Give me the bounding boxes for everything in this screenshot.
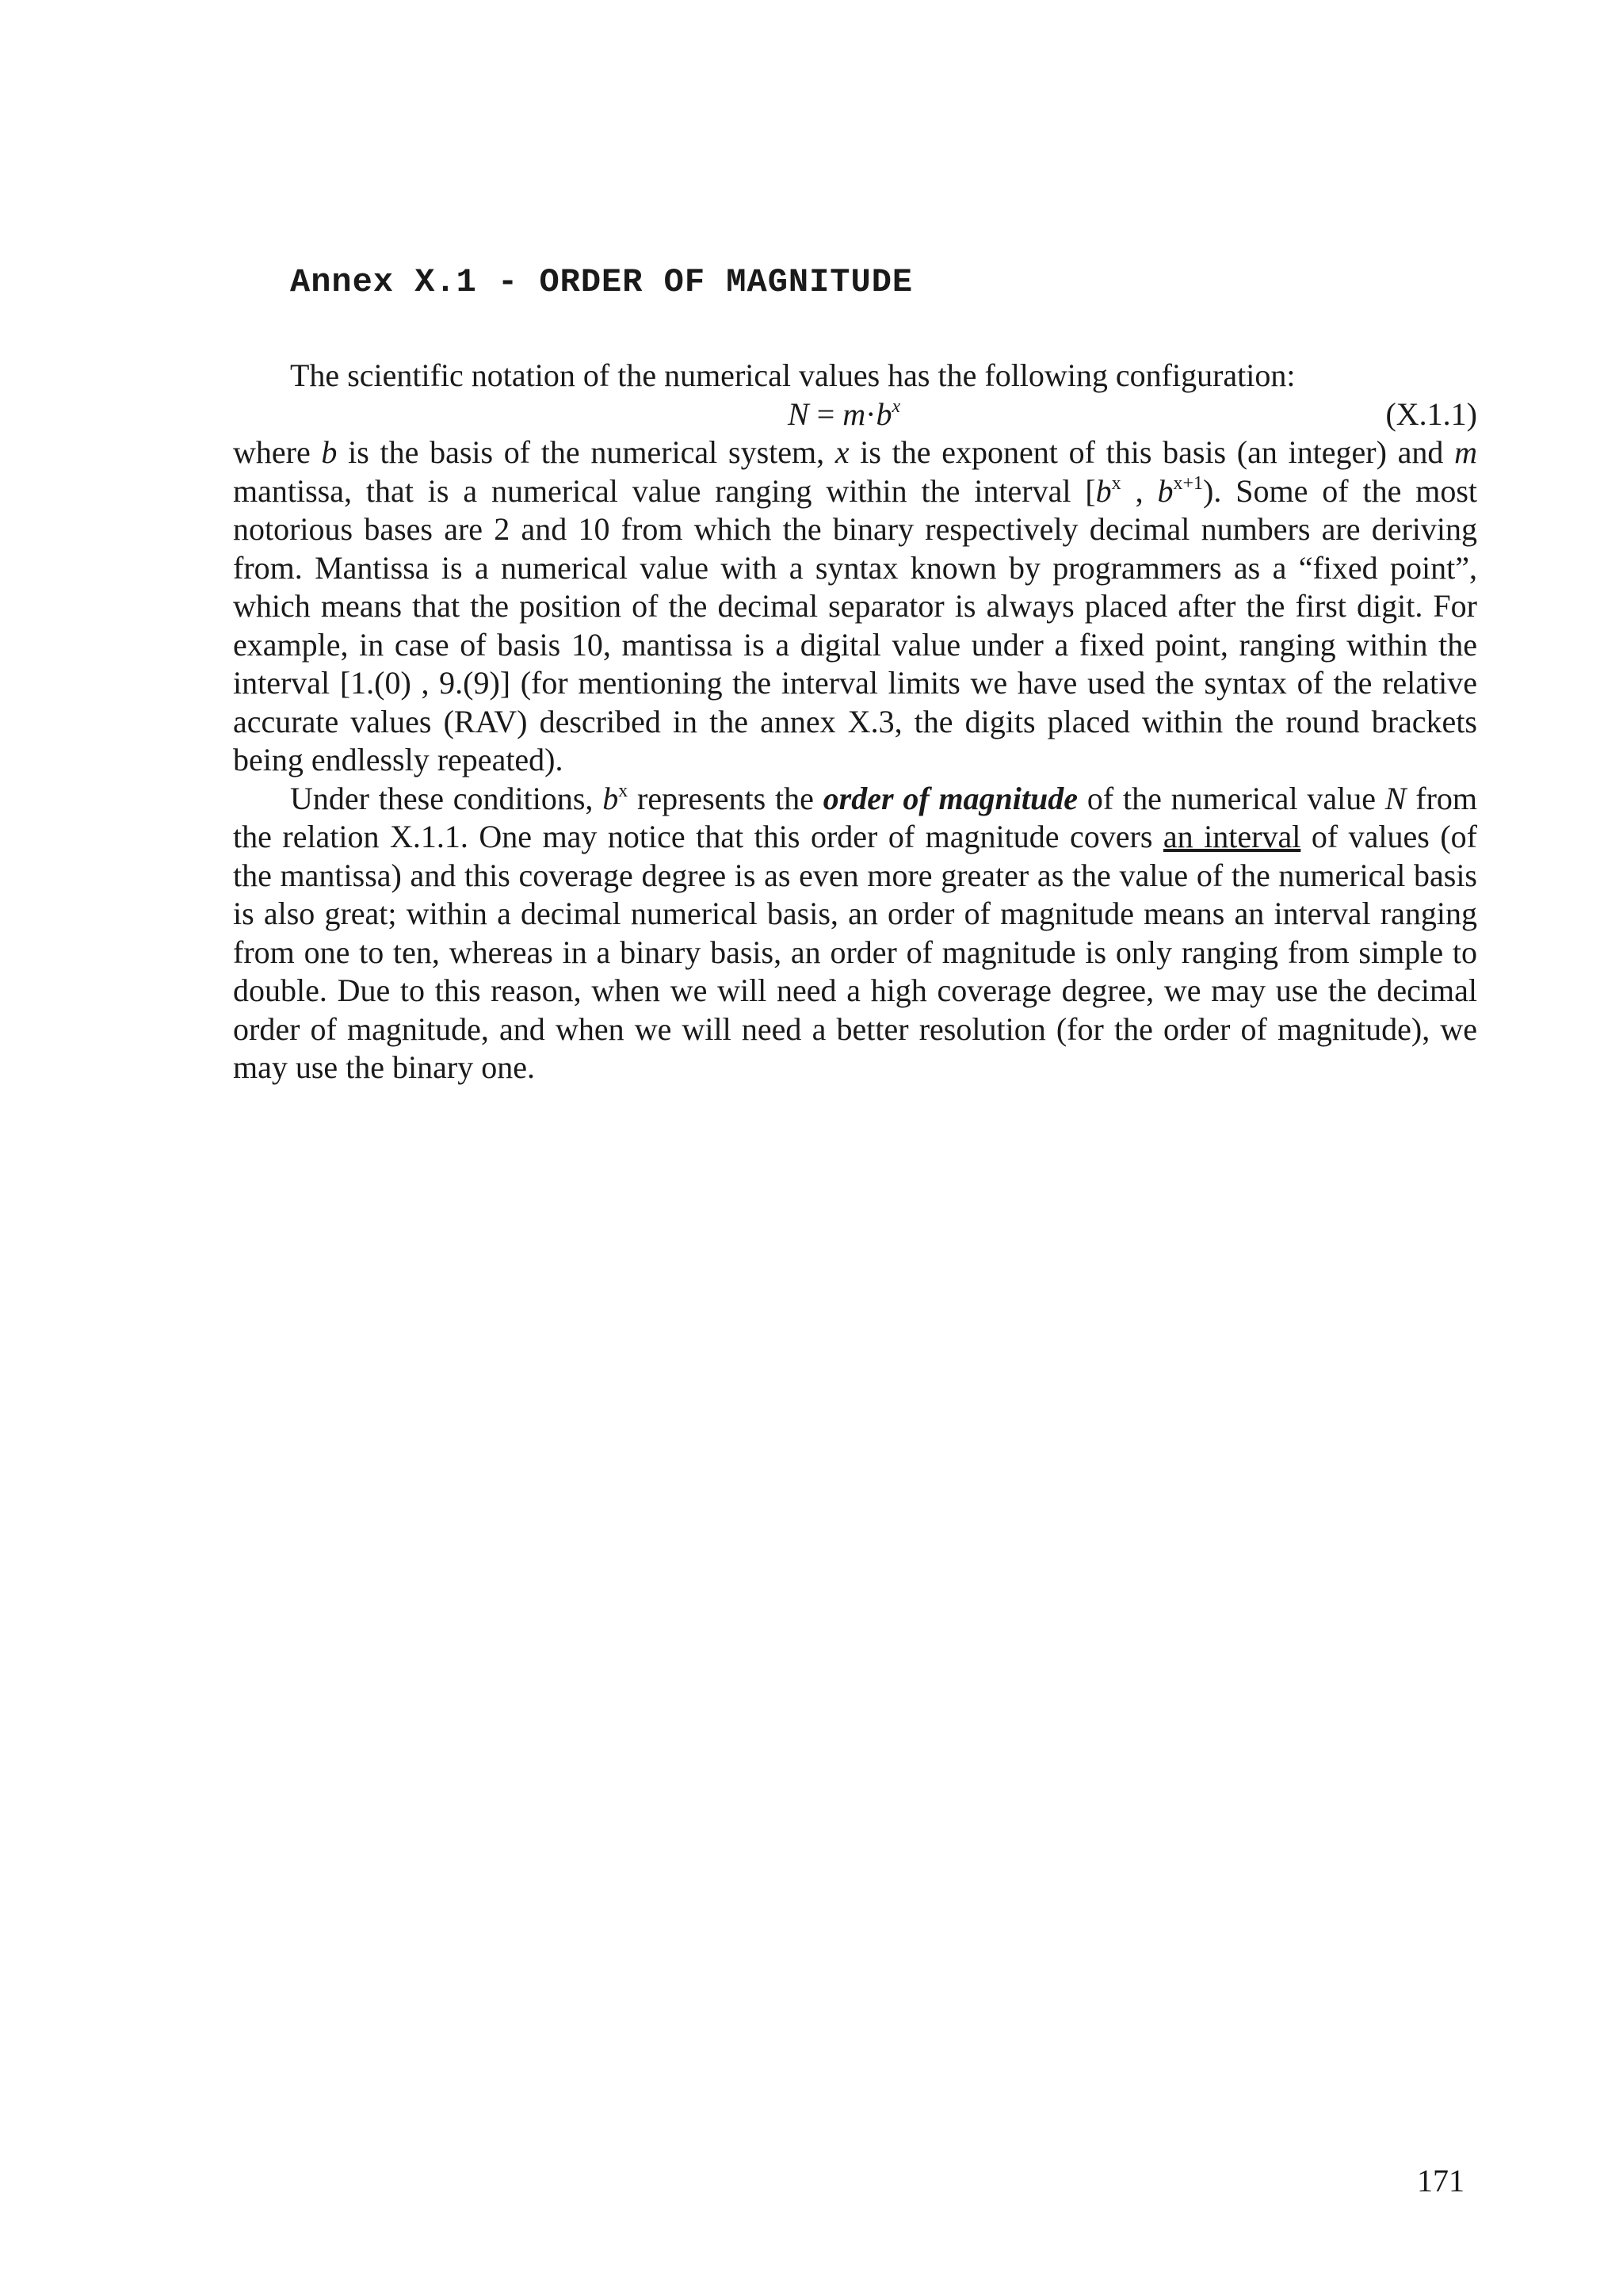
formula-lhs: N (788, 395, 809, 432)
paragraph-definition (233, 434, 1477, 780)
formula-equals: = (808, 395, 843, 432)
interval-separator: , (1121, 472, 1158, 509)
emphasis-order-of-magnitude: order of magnitude (823, 780, 1079, 816)
var-x: x (834, 434, 850, 470)
interval-exponent: x (1111, 472, 1121, 494)
text-run: of the numerical value (1078, 780, 1385, 816)
annex-heading: Annex X.1 - ORDER OF MAGNITUDE (290, 263, 914, 301)
page-number: 171 (1417, 2163, 1465, 2199)
formula-base: b (876, 395, 892, 432)
text-run: mantissa, that is a numerical value ranging within the interval (233, 472, 1086, 509)
rav-interval: [1.(0) , 9.(9)] (339, 665, 511, 701)
equation-number: (X.1.1) (1385, 395, 1477, 432)
var-exponent: x (618, 780, 628, 801)
interval-base: b (1157, 472, 1174, 509)
var-N: N (1384, 780, 1407, 816)
formula (788, 395, 900, 434)
text-run: represents the (628, 780, 823, 816)
formula-mantissa: m (842, 395, 866, 432)
text-run: (for mentioning the interval limits we have used the syntax of the relative accurate values (RAV) described in the annex X.3, the digits placed within the round brackets being endlessly repeated). (233, 665, 1478, 777)
text-run: from the relation X.1.1. One may notice that this order of magnitude covers (233, 780, 1478, 854)
body-text (233, 357, 1477, 1087)
text-run: where (233, 434, 322, 470)
text-run: is the basis of the numerical system, (337, 434, 835, 470)
paragraph-order-of-magnitude (233, 780, 1477, 1087)
interval-base: b (1095, 472, 1112, 509)
var-b: b (602, 780, 619, 816)
interval-bracket: [ (1085, 472, 1096, 509)
var-b: b (321, 434, 338, 470)
text-run: . Some of the most notorious bases are 2 and 10 from which the binary respectively decimal numbers are deriving from. Mantissa is a numerical value with a syntax known by programmers as a “fixed point”, which means that the position of the decimal separator is always placed after the first digit. For example, in case of basis 10, mantissa is a digital value under a fixed point, ranging within the interval (233, 472, 1478, 701)
formula-exponent: x (892, 395, 901, 417)
text-run: of values (of the mantissa) and this coverage degree is as even more greater as the value of the numerical basis is also great; within a decimal numerical basis, an order of magnitude means an interval ranging from one to ten, whereas in a binary basis, an order of magnitude is only ranging from simple to double. Due to this reason, when we will need a high coverage degree, we may use the decimal order of magnitude, and when we will need a better resolution (for the order of magnitude), we may use the binary one. (233, 819, 1477, 1085)
intro-line: The scientific notation of the numerical values has the following configuration: (290, 357, 1296, 393)
text-run: Under these conditions, (290, 780, 603, 816)
interval-exponent: x+1 (1173, 472, 1204, 494)
interval-bracket: ) (1203, 472, 1214, 509)
formula-line (233, 395, 1477, 434)
interval-expression (1085, 473, 1213, 509)
formula-dot: · (865, 395, 876, 432)
var-m: m (1454, 434, 1477, 470)
underlined-an-interval: an interval (1163, 819, 1301, 854)
text-run: is the exponent of this basis (an integer) and (849, 434, 1455, 470)
